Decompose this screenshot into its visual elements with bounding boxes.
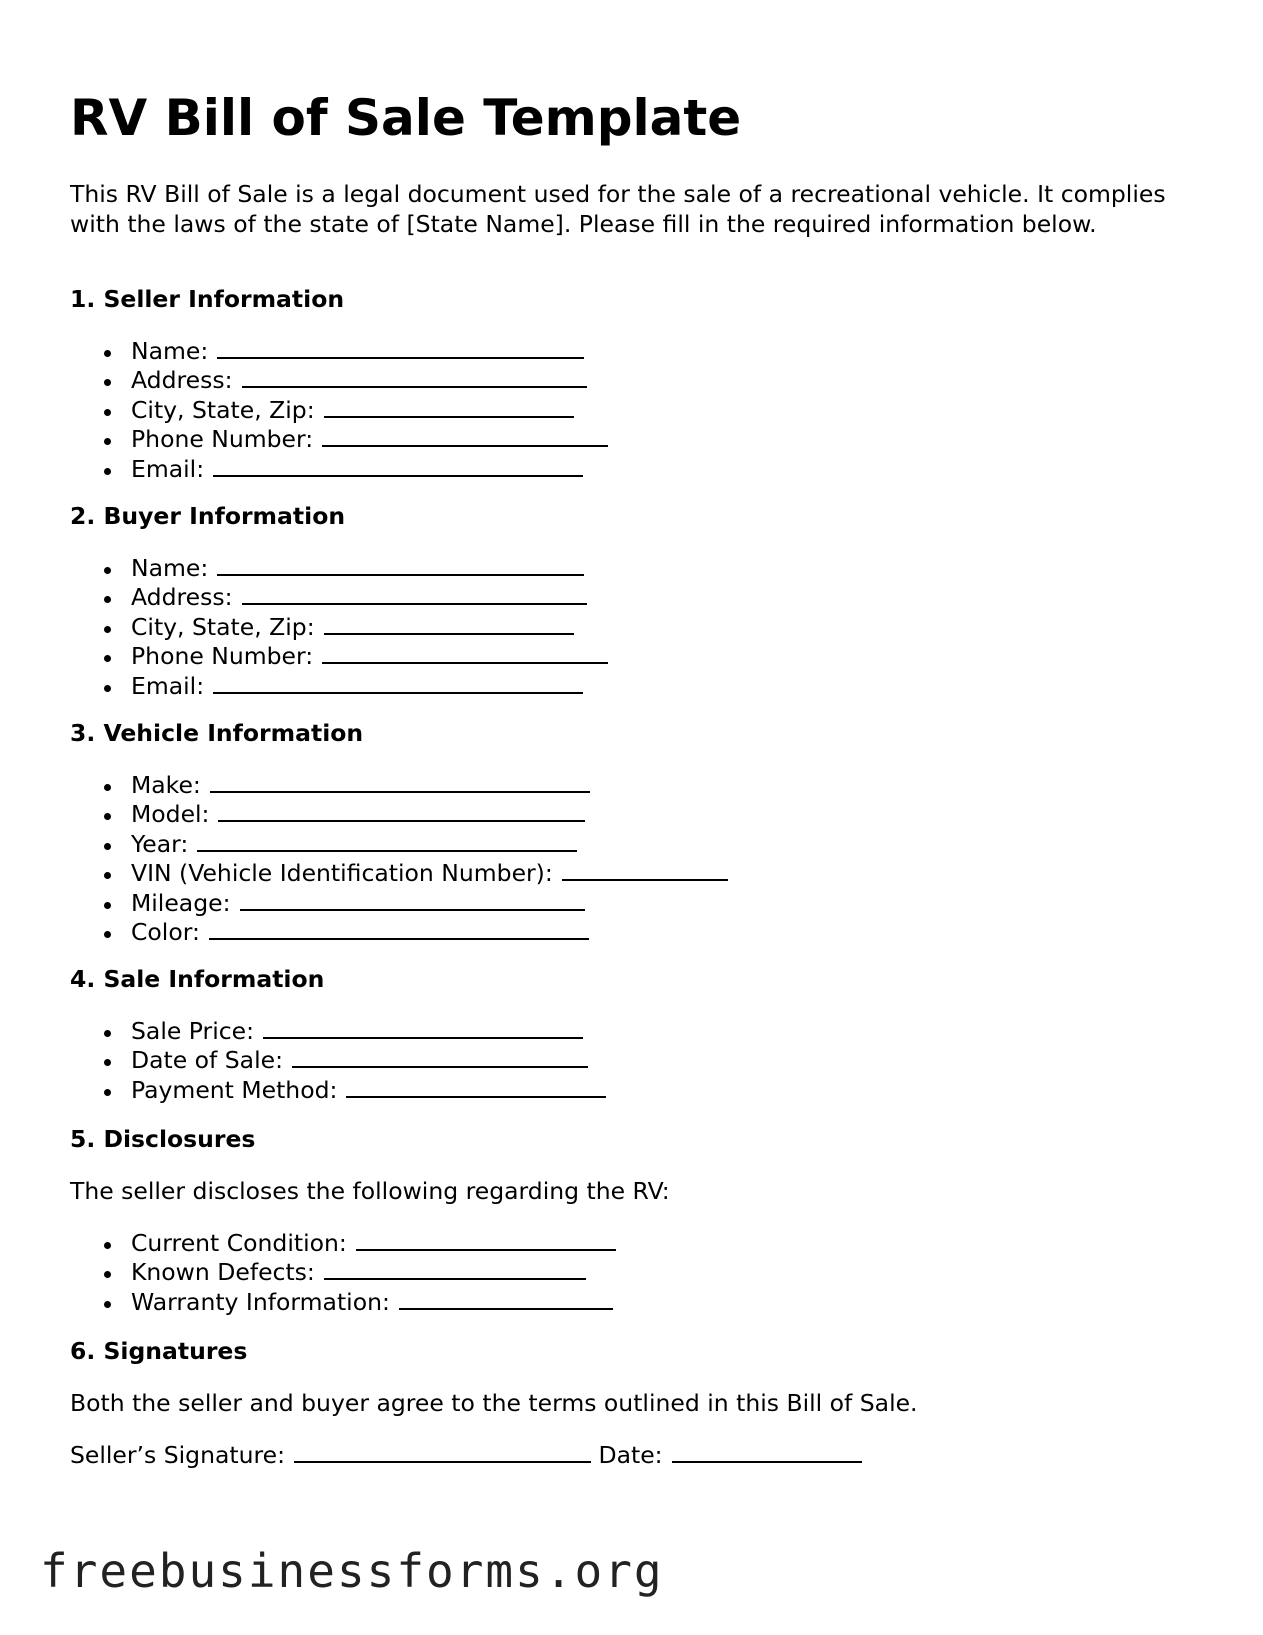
seller-address-blank[interactable] (242, 385, 587, 388)
buyer-email-blank[interactable] (213, 691, 583, 694)
buyer-address-field[interactable]: Address: (70, 583, 608, 612)
seller-phone-blank[interactable] (322, 444, 608, 447)
seller-city-state-zip-blank[interactable] (324, 415, 574, 418)
payment-method-blank[interactable] (346, 1095, 606, 1098)
disclosures-field-list (70, 1229, 616, 1317)
vehicle-model-blank[interactable] (218, 819, 585, 822)
disclosures-section-heading: 5. Disclosures (70, 1125, 256, 1153)
buyer-address-blank[interactable] (242, 602, 587, 605)
seller-address-field[interactable]: Address: (70, 366, 608, 395)
warranty-information-blank[interactable] (399, 1307, 613, 1310)
buyer-email-field[interactable]: Email: (70, 672, 608, 701)
buyer-city-state-zip-blank[interactable] (324, 632, 574, 635)
sale-date-field[interactable]: Date of Sale: (70, 1046, 606, 1075)
signatures-section-heading: 6. Signatures (70, 1337, 248, 1365)
vehicle-color-field[interactable]: Color: (70, 918, 728, 947)
vehicle-vin-field[interactable]: VIN (Vehicle Identification Number): (70, 859, 728, 888)
payment-method-field[interactable]: Payment Method: (70, 1076, 606, 1105)
seller-name-field[interactable]: Name: (70, 337, 608, 366)
current-condition-blank[interactable] (356, 1248, 616, 1251)
buyer-field-list (70, 554, 608, 701)
seller-signature-blank[interactable] (294, 1460, 591, 1463)
sale-price-blank[interactable] (263, 1036, 583, 1039)
known-defects-blank[interactable] (324, 1277, 586, 1280)
vehicle-model-field[interactable]: Model: (70, 800, 728, 829)
seller-email-blank[interactable] (213, 474, 583, 477)
watermark-logo: freebusinessforms.org (40, 1544, 664, 1598)
signature-date-label: Date: (598, 1441, 663, 1469)
warranty-information-field[interactable]: Warranty Information: (70, 1288, 616, 1317)
vehicle-vin-blank[interactable] (562, 878, 728, 881)
known-defects-field[interactable]: Known Defects: (70, 1258, 616, 1287)
vehicle-year-field[interactable]: Year: (70, 830, 728, 859)
current-condition-field[interactable]: Current Condition: (70, 1229, 616, 1258)
vehicle-section-heading: 3. Vehicle Information (70, 719, 364, 747)
seller-name-blank[interactable] (217, 356, 584, 359)
signatures-text: Both the seller and buyer agree to the terms outlined in this Bill of Sale. (70, 1389, 918, 1417)
disclosures-text: The seller discloses the following regarding the RV: (70, 1177, 670, 1205)
vehicle-year-blank[interactable] (197, 849, 577, 852)
seller-signature-label: Seller’s Signature: (70, 1441, 286, 1469)
vehicle-color-blank[interactable] (209, 937, 589, 940)
vehicle-field-list (70, 771, 728, 947)
vehicle-make-blank[interactable] (210, 790, 590, 793)
seller-city-state-zip-field[interactable]: City, State, Zip: (70, 396, 608, 425)
seller-field-list (70, 337, 608, 484)
vehicle-make-field[interactable]: Make: (70, 771, 728, 800)
buyer-name-field[interactable]: Name: (70, 554, 608, 583)
vehicle-mileage-blank[interactable] (240, 908, 585, 911)
sale-field-list (70, 1017, 606, 1105)
seller-section-heading: 1. Seller Information (70, 285, 345, 313)
vehicle-mileage-field[interactable]: Mileage: (70, 889, 728, 918)
sale-section-heading: 4. Sale Information (70, 965, 325, 993)
signature-date-blank[interactable] (672, 1460, 862, 1463)
seller-email-field[interactable]: Email: (70, 455, 608, 484)
sale-price-field[interactable]: Sale Price: (70, 1017, 606, 1046)
sale-date-blank[interactable] (292, 1065, 588, 1068)
buyer-phone-blank[interactable] (322, 661, 608, 664)
buyer-name-blank[interactable] (217, 573, 584, 576)
seller-phone-field[interactable]: Phone Number: (70, 425, 608, 454)
buyer-city-state-zip-field[interactable]: City, State, Zip: (70, 613, 608, 642)
buyer-phone-field[interactable]: Phone Number: (70, 642, 608, 671)
seller-signature-line (70, 1440, 862, 1470)
intro-paragraph: This RV Bill of Sale is a legal document used for the sale of a recreational vehicle. It complies with the laws of the state of [State Name]. Please fill in the required information below. (70, 180, 1166, 238)
document-title: RV Bill of Sale Template (70, 89, 742, 147)
buyer-section-heading: 2. Buyer Information (70, 502, 346, 530)
